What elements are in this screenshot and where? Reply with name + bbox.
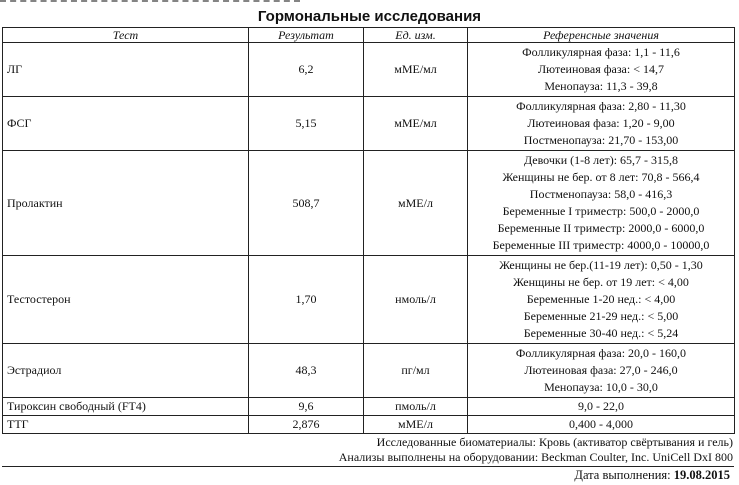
reference-values [468,344,735,398]
header-unit: Ед. изм. [364,28,468,43]
reference-line: Беременные III триместр: 4000,0 - 10000,0 [492,238,710,252]
test-unit: пг/мл [364,344,468,398]
reference-line: Женщины не бер. от 19 лет: < 4,00 [513,275,689,289]
reference-line: Женщины не бер.(11-19 лет): 0,50 - 1,30 [499,258,703,272]
reference-values [468,416,735,434]
table-row [3,151,735,256]
reference-values [468,151,735,256]
test-result: 2,876 [249,416,364,434]
test-result: 48,3 [249,344,364,398]
test-name: Тестостерон [3,256,249,344]
test-result: 508,7 [249,151,364,256]
reference-values [468,97,735,151]
table-row [3,97,735,151]
test-result: 6,2 [249,43,364,97]
test-result: 1,70 [249,256,364,344]
reference-line: Беременные 30-40 нед.: < 5,24 [523,326,679,340]
reference-line: Менопауза: 10,0 - 30,0 [544,380,658,394]
reference-values [468,43,735,97]
test-name: Пролактин [3,151,249,256]
table-row [3,416,735,434]
test-unit: мМЕ/л [364,416,468,434]
footer-equipment: Анализы выполнены на оборудовании: Beckman Coulter, Inc. UniCell DxI 800 [338,450,733,464]
test-name: ФСГ [3,97,249,151]
header-reference: Референсные значения [468,28,735,43]
test-unit: мМЕ/л [364,151,468,256]
test-unit: мМЕ/мл [364,43,468,97]
reference-values [468,256,735,344]
reference-line: Беременные 21-29 нед.: < 5,00 [523,309,679,323]
table-row [3,344,735,398]
test-name: Эстрадиол [3,344,249,398]
test-unit: пмоль/л [364,398,468,416]
header-result: Результат [249,28,364,43]
reference-line: Беременные 1-20 нед.: < 4,00 [526,292,676,306]
top-cut-dashes [0,0,300,6]
test-result: 9,6 [249,398,364,416]
reference-line: Беременные I триместр: 500,0 - 2000,0 [502,204,700,218]
test-name: ТТГ [3,416,249,434]
table-row [3,256,735,344]
test-unit: мМЕ/мл [364,97,468,151]
results-table [2,27,735,434]
reference-values [468,398,735,416]
test-result: 5,15 [249,97,364,151]
reference-line: Постменопауза: 21,70 - 153,00 [523,133,679,147]
reference-line: Фолликулярная фаза: 1,1 - 11,6 [522,45,680,59]
reference-line: Лютеиновая фаза: 27,0 - 246,0 [524,363,678,377]
test-name: ЛГ [3,43,249,97]
date-value: 19.08.2015 [673,468,730,482]
reference-line: Менопауза: 11,3 - 39,8 [544,79,658,93]
reference-line: Лютеиновая фаза: 1,20 - 9,00 [527,116,675,130]
reference-line: Женщины не бер. от 8 лет: 70,8 - 566,4 [502,170,700,184]
reference-line: 9,0 - 22,0 [578,399,624,413]
header-test: Тест [3,28,249,43]
page-title: Гормональные исследования [257,8,482,25]
reference-line: 0,400 - 4,000 [569,417,633,431]
reference-line: Беременные II триместр: 2000,0 - 6000,0 [497,221,705,235]
reference-line: Постменопауза: 58,0 - 416,3 [529,187,673,201]
reference-line: Фолликулярная фаза: 20,0 - 160,0 [515,346,687,360]
footer-date-row [2,466,734,484]
reference-line: Фолликулярная фаза: 2,80 - 11,30 [516,99,686,113]
table-row [3,398,735,416]
test-name: Тироксин свободный (FT4) [3,398,249,416]
date-label: Дата выполнения: [574,468,671,482]
reference-line: Лютеиновая фаза: < 14,7 [538,62,664,76]
table-row [3,43,735,97]
reference-line: Девочки (1-8 лет): 65,7 - 315,8 [523,153,679,167]
footer-biomaterials: Исследованные биоматериалы: Кровь (активатор свёртывания и гель) [376,435,733,449]
table-header-row [3,28,735,43]
test-unit: нмоль/л [364,256,468,344]
